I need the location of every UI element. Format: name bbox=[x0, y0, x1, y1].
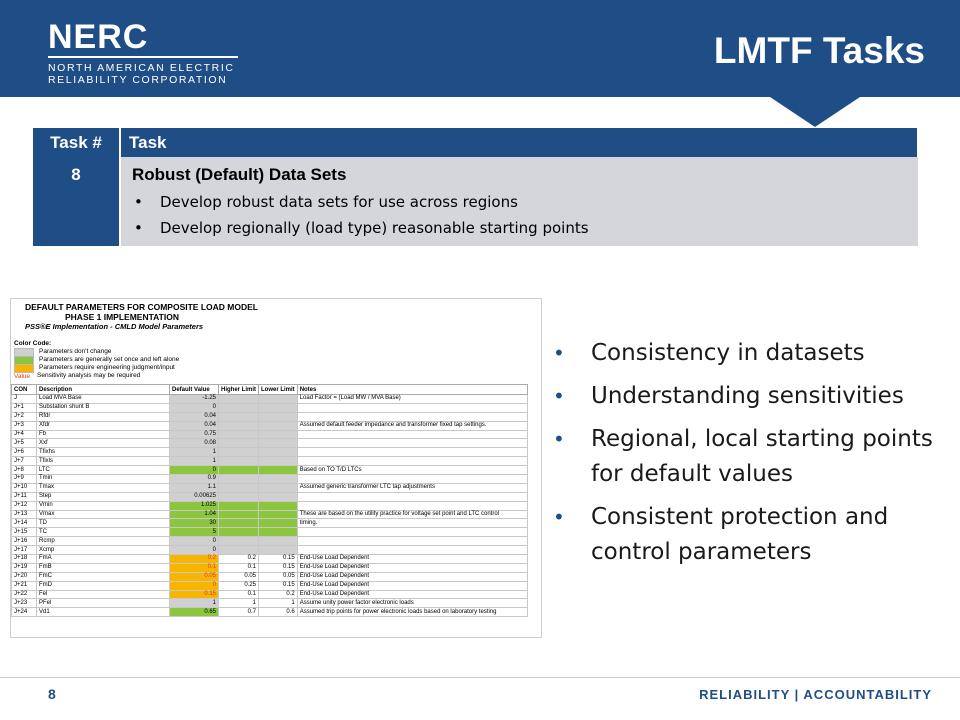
parameter-row bbox=[12, 546, 528, 555]
footer-tagline: RELIABILITY | ACCOUNTABILITY bbox=[699, 687, 932, 702]
sheet-implementation: PSS®E Implementation - CMLD Model Parameters bbox=[25, 322, 204, 331]
param-desc: Fb bbox=[37, 430, 170, 439]
param-con: J+19 bbox=[12, 563, 37, 572]
param-note: Based on TO T/D LTCs bbox=[297, 466, 527, 475]
param-lo: 0.05 bbox=[259, 572, 298, 581]
param-hi bbox=[219, 457, 259, 466]
param-lo bbox=[259, 421, 298, 430]
parameter-row bbox=[12, 448, 528, 457]
param-desc: Step bbox=[37, 492, 170, 501]
header-notch bbox=[770, 97, 860, 127]
param-hi bbox=[219, 466, 259, 475]
param-con: J+17 bbox=[12, 546, 37, 555]
parameter-row bbox=[12, 457, 528, 466]
param-con: J+24 bbox=[12, 608, 37, 617]
param-note: Assumed default feeder impedance and transformer fixed tap settings. bbox=[297, 421, 527, 430]
param-hi bbox=[219, 501, 259, 510]
param-lo bbox=[259, 546, 298, 555]
param-note: Assumed trip points for power electronic loads based on laboratory testing bbox=[297, 608, 527, 617]
param-note bbox=[297, 439, 527, 448]
param-note: End-Use Load Dependent bbox=[297, 581, 527, 590]
param-def: 0.9 bbox=[170, 475, 219, 484]
task-table-header bbox=[33, 128, 918, 157]
param-hi: 0.1 bbox=[219, 563, 259, 572]
param-def: 1.025 bbox=[170, 501, 219, 510]
parameter-row bbox=[12, 608, 528, 617]
legend-item bbox=[14, 356, 541, 364]
parameter-row bbox=[12, 563, 528, 572]
parameter-row bbox=[12, 395, 528, 404]
logo-rule bbox=[48, 56, 238, 58]
param-hi bbox=[219, 546, 259, 555]
parameter-row bbox=[12, 412, 528, 421]
param-note: End-Use Load Dependent bbox=[297, 572, 527, 581]
param-lo bbox=[259, 492, 298, 501]
param-hi: 0.25 bbox=[219, 581, 259, 590]
param-note bbox=[297, 457, 527, 466]
param-con: J+23 bbox=[12, 599, 37, 608]
param-con: J+1 bbox=[12, 403, 37, 412]
key-point: • Understanding sensitivities bbox=[553, 379, 933, 414]
parameter-row bbox=[12, 475, 528, 484]
color-legend bbox=[11, 332, 541, 380]
parameter-row bbox=[12, 599, 528, 608]
param-con: J+4 bbox=[12, 430, 37, 439]
param-def: 5 bbox=[170, 528, 219, 537]
param-note: End-Use Load Dependent bbox=[297, 563, 527, 572]
task-number-header: Task # bbox=[33, 128, 120, 157]
param-con: J+13 bbox=[12, 510, 37, 519]
param-hi bbox=[219, 519, 259, 528]
param-lo: 0.15 bbox=[259, 581, 298, 590]
param-con: J+16 bbox=[12, 537, 37, 546]
param-desc: Rfdr bbox=[37, 412, 170, 421]
param-con: J+12 bbox=[12, 501, 37, 510]
param-def: 30 bbox=[170, 519, 219, 528]
param-note: End-Use Load Dependent bbox=[297, 555, 527, 564]
param-def: 0.04 bbox=[170, 421, 219, 430]
param-def: 0.00625 bbox=[170, 492, 219, 501]
param-hi: 0.1 bbox=[219, 590, 259, 599]
param-def: 0 bbox=[170, 466, 219, 475]
param-note: Assumed generic transformer LTC tap adjustments bbox=[297, 483, 527, 492]
param-note bbox=[297, 412, 527, 421]
param-hi bbox=[219, 403, 259, 412]
param-hi bbox=[219, 537, 259, 546]
param-con: J+8 bbox=[12, 466, 37, 475]
param-def: 1 bbox=[170, 457, 219, 466]
param-note bbox=[297, 537, 527, 546]
param-desc: Rcmp bbox=[37, 537, 170, 546]
param-con: J+2 bbox=[12, 412, 37, 421]
legend-text: Sensitivity analysis may be required bbox=[37, 372, 141, 379]
param-con: J+10 bbox=[12, 483, 37, 492]
param-lo bbox=[259, 412, 298, 421]
param-hi: 0.05 bbox=[219, 572, 259, 581]
param-lo: 1 bbox=[259, 599, 298, 608]
logo-subtitle bbox=[48, 62, 248, 86]
param-desc: Tfixls bbox=[37, 457, 170, 466]
parameter-row bbox=[12, 519, 528, 528]
key-points-list bbox=[553, 336, 933, 578]
param-lo bbox=[259, 501, 298, 510]
logo-subtitle-line-1: NORTH AMERICAN ELECTRIC bbox=[48, 62, 235, 74]
task-row bbox=[33, 157, 918, 246]
param-hi: 1 bbox=[219, 599, 259, 608]
parameter-row bbox=[12, 466, 528, 475]
param-lo bbox=[259, 483, 298, 492]
param-def: 0 bbox=[170, 581, 219, 590]
param-note bbox=[297, 492, 527, 501]
param-con: J+18 bbox=[12, 555, 37, 564]
task-title: Robust (Default) Data Sets bbox=[132, 165, 347, 184]
legend-text: Parameters require engineering judgment/input bbox=[39, 364, 175, 371]
sheet-subtitle: PHASE 1 IMPLEMENTATION bbox=[65, 312, 179, 322]
param-con: J+11 bbox=[12, 492, 37, 501]
param-lo bbox=[259, 537, 298, 546]
legend-item bbox=[14, 348, 541, 356]
param-def: 0 bbox=[170, 546, 219, 555]
param-def: 1.04 bbox=[170, 510, 219, 519]
parameter-row bbox=[12, 537, 528, 546]
footer-divider bbox=[0, 677, 960, 678]
parameter-row bbox=[12, 492, 528, 501]
param-con: J+22 bbox=[12, 590, 37, 599]
param-con: J+9 bbox=[12, 475, 37, 484]
param-note bbox=[297, 403, 527, 412]
param-def: 0 bbox=[170, 537, 219, 546]
param-lo bbox=[259, 439, 298, 448]
param-con: J+14 bbox=[12, 519, 37, 528]
param-def: 1 bbox=[170, 599, 219, 608]
param-lo: 0.2 bbox=[259, 590, 298, 599]
param-def: 0 bbox=[170, 403, 219, 412]
param-lo bbox=[259, 475, 298, 484]
legend-text: Parameters are generally set once and left alone bbox=[39, 356, 180, 363]
param-note bbox=[297, 448, 527, 457]
parameter-row bbox=[12, 501, 528, 510]
param-hi bbox=[219, 448, 259, 457]
param-lo bbox=[259, 457, 298, 466]
col-default-value: Default Value bbox=[170, 385, 219, 395]
param-desc: PFel bbox=[37, 599, 170, 608]
param-def: 0.08 bbox=[170, 439, 219, 448]
col-notes: Notes bbox=[297, 385, 527, 395]
task-bullet-list bbox=[122, 189, 917, 245]
param-con: J+3 bbox=[12, 421, 37, 430]
param-desc: Tmax bbox=[37, 483, 170, 492]
param-desc: TC bbox=[37, 528, 170, 537]
col-description: Description bbox=[37, 385, 170, 395]
param-def: -1.25 bbox=[170, 395, 219, 404]
param-hi: 0.2 bbox=[219, 555, 259, 564]
sheet-title: DEFAULT PARAMETERS FOR COMPOSITE LOAD MODEL bbox=[25, 302, 258, 312]
param-def: 0.15 bbox=[170, 590, 219, 599]
param-desc: Substation shunt B bbox=[37, 403, 170, 412]
task-cell bbox=[120, 157, 918, 246]
parameter-row bbox=[12, 510, 528, 519]
param-def: 0.65 bbox=[170, 608, 219, 617]
param-desc: Vmax bbox=[37, 510, 170, 519]
task-bullet: • Develop regionally (load type) reasonable starting points bbox=[132, 215, 917, 241]
parameter-row bbox=[12, 483, 528, 492]
parameter-row bbox=[12, 403, 528, 412]
parameter-row bbox=[12, 572, 528, 581]
param-lo: 0.15 bbox=[259, 555, 298, 564]
key-point: • Consistency in datasets bbox=[553, 336, 933, 371]
param-note bbox=[297, 528, 527, 537]
task-header: Task bbox=[120, 128, 918, 157]
param-note bbox=[297, 430, 527, 439]
legend-swatch bbox=[14, 364, 34, 373]
param-note bbox=[297, 546, 527, 555]
key-point: • Consistent protection and control parameters bbox=[553, 500, 933, 570]
param-def: 0.2 bbox=[170, 555, 219, 564]
param-hi: 0.7 bbox=[219, 608, 259, 617]
param-lo bbox=[259, 519, 298, 528]
param-hi bbox=[219, 483, 259, 492]
param-def: 0.04 bbox=[170, 412, 219, 421]
col-con: CON bbox=[12, 385, 37, 395]
param-lo bbox=[259, 395, 298, 404]
task-bullet: • Develop robust data sets for use across regions bbox=[132, 189, 917, 215]
param-lo: 0.6 bbox=[259, 608, 298, 617]
param-lo bbox=[259, 510, 298, 519]
parameter-table-header bbox=[12, 385, 528, 395]
param-note: These are based on the utility practice for voltage set point and LTC control bbox=[297, 510, 527, 519]
param-con: J bbox=[12, 395, 37, 404]
col-lower-limit: Lower Limit bbox=[259, 385, 298, 395]
parameter-table bbox=[11, 384, 528, 617]
parameter-row bbox=[12, 555, 528, 564]
page-number: 8 bbox=[48, 686, 56, 702]
legend-text: Parameters don't change bbox=[39, 348, 112, 355]
parameter-row bbox=[12, 439, 528, 448]
param-con: J+20 bbox=[12, 572, 37, 581]
param-desc: Vmin bbox=[37, 501, 170, 510]
param-desc: Tfixhs bbox=[37, 448, 170, 457]
param-note: Assume unity power factor electronic loads bbox=[297, 599, 527, 608]
param-hi bbox=[219, 421, 259, 430]
logo-wordmark: NERC bbox=[48, 18, 149, 56]
logo-subtitle-line-2: RELIABILITY CORPORATION bbox=[48, 74, 228, 86]
param-desc: FmB bbox=[37, 563, 170, 572]
param-desc: TD bbox=[37, 519, 170, 528]
task-table bbox=[33, 128, 919, 246]
parameter-row bbox=[12, 590, 528, 599]
param-desc: Fel bbox=[37, 590, 170, 599]
key-point: • Regional, local starting points for default values bbox=[553, 422, 933, 492]
param-note: End-Use Load Dependent bbox=[297, 590, 527, 599]
param-desc: Xcmp bbox=[37, 546, 170, 555]
param-desc: Vd1 bbox=[37, 608, 170, 617]
param-lo bbox=[259, 466, 298, 475]
param-lo bbox=[259, 403, 298, 412]
param-con: J+21 bbox=[12, 581, 37, 590]
header-bar bbox=[0, 0, 960, 97]
legend-item bbox=[14, 372, 541, 380]
param-con: J+6 bbox=[12, 448, 37, 457]
param-hi bbox=[219, 430, 259, 439]
param-desc: Xfdr bbox=[37, 421, 170, 430]
param-desc: FmD bbox=[37, 581, 170, 590]
param-desc: Tmin bbox=[37, 475, 170, 484]
param-note: timing. bbox=[297, 519, 527, 528]
sheet-title-block bbox=[11, 299, 541, 332]
param-def: 1.1 bbox=[170, 483, 219, 492]
param-con: J+15 bbox=[12, 528, 37, 537]
param-hi bbox=[219, 395, 259, 404]
col-higher-limit: Higher Limit bbox=[219, 385, 259, 395]
param-lo bbox=[259, 528, 298, 537]
parameter-row bbox=[12, 421, 528, 430]
param-desc: FmC bbox=[37, 572, 170, 581]
legend-swatch: Value bbox=[14, 372, 31, 380]
param-note: Load Factor = (Load MW / MVA Base) bbox=[297, 395, 527, 404]
task-number: 8 bbox=[33, 157, 120, 246]
param-desc: Xxf bbox=[37, 439, 170, 448]
parameter-spreadsheet bbox=[10, 298, 542, 638]
param-desc: Load MVA Base bbox=[37, 395, 170, 404]
nerc-logo bbox=[48, 18, 235, 86]
param-note bbox=[297, 475, 527, 484]
param-def: 0.1 bbox=[170, 563, 219, 572]
param-lo bbox=[259, 430, 298, 439]
param-desc: LTC bbox=[37, 466, 170, 475]
param-hi bbox=[219, 492, 259, 501]
param-hi bbox=[219, 412, 259, 421]
slide-title: LMTF Tasks bbox=[713, 30, 925, 71]
param-hi bbox=[219, 475, 259, 484]
param-hi bbox=[219, 528, 259, 537]
color-code-label: Color Code: bbox=[14, 340, 52, 347]
param-hi bbox=[219, 439, 259, 448]
parameter-row bbox=[12, 528, 528, 537]
param-lo bbox=[259, 448, 298, 457]
param-note bbox=[297, 501, 527, 510]
param-def: 0.05 bbox=[170, 572, 219, 581]
legend-list bbox=[14, 348, 541, 380]
parameter-row bbox=[12, 430, 528, 439]
legend-item bbox=[14, 364, 541, 372]
param-con: J+5 bbox=[12, 439, 37, 448]
param-desc: FmA bbox=[37, 555, 170, 564]
param-lo: 0.15 bbox=[259, 563, 298, 572]
param-def: 0.75 bbox=[170, 430, 219, 439]
param-con: J+7 bbox=[12, 457, 37, 466]
param-def: 1 bbox=[170, 448, 219, 457]
parameter-row bbox=[12, 581, 528, 590]
param-hi bbox=[219, 510, 259, 519]
